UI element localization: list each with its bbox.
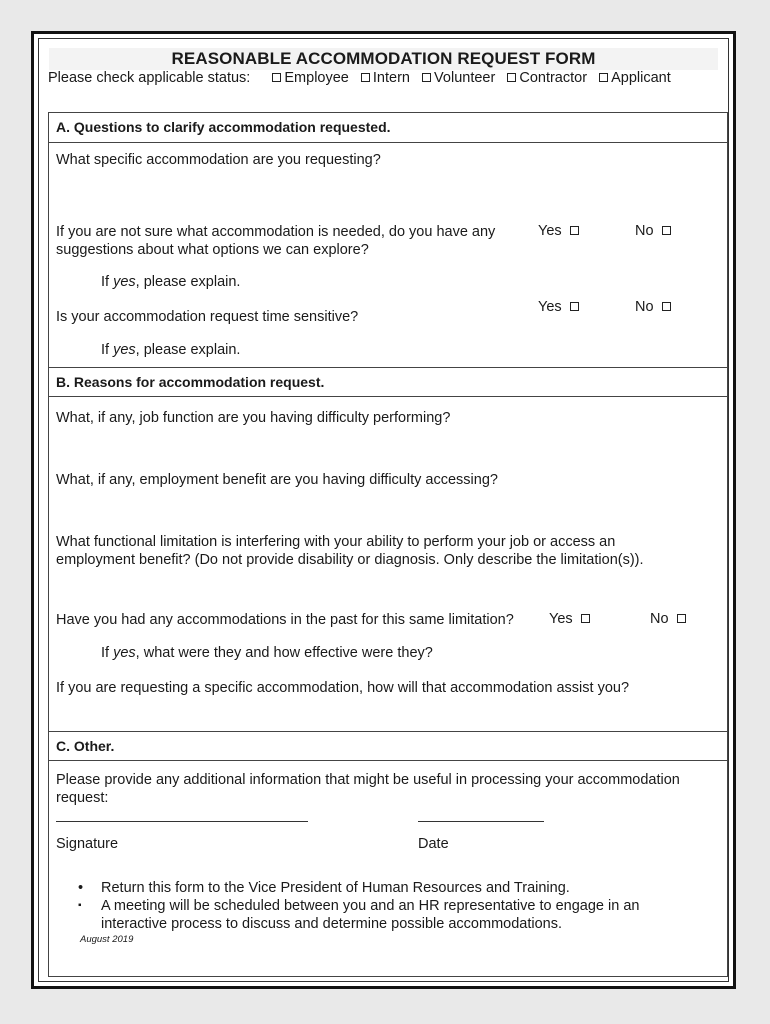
revision-date: August 2019 (80, 934, 134, 945)
q3-explain (101, 341, 240, 359)
form-page (31, 31, 736, 989)
if-yes-italic: yes (113, 645, 136, 661)
q3-yes-option[interactable] (538, 299, 582, 315)
section-a-q2-line1: If you are not sure what accommodation is needed, do you have any (56, 224, 496, 240)
instruction-item: ▪ A meeting will be scheduled between you and an HR representative to engage in an interactive process to discuss and determine possible accommodations. (78, 898, 640, 932)
q4-yes-label: Yes (549, 611, 573, 627)
section-a-heading: A. Questions to clarify accommodation requested. (49, 113, 727, 143)
q4-no-checkbox[interactable] (677, 614, 686, 623)
signature-label: Signature (56, 836, 119, 852)
date-line[interactable] (418, 821, 544, 822)
status-applicant-checkbox[interactable] (599, 73, 608, 82)
section-b-q4: Have you had any accommodations in the past for this same limitation? (56, 612, 514, 628)
q4-follow-suffix: , what were they and how effective were they? (135, 645, 433, 661)
q4-no-label: No (650, 611, 669, 627)
if-yes-italic: yes (113, 342, 136, 358)
status-intern-checkbox[interactable] (361, 73, 370, 82)
section-b-q3-line1: What functional limitation is interfering with your ability to perform your job or access an (56, 534, 616, 550)
q3-yes-checkbox[interactable] (570, 302, 579, 311)
section-c-q1 (56, 771, 680, 807)
section-c-q1-line2: request: (56, 790, 109, 806)
section-c-heading: C. Other. (49, 731, 727, 761)
section-b-heading: B. Reasons for accommodation request. (49, 367, 727, 397)
q3-no-option[interactable] (635, 299, 674, 315)
status-label: Please check applicable status: (48, 70, 251, 86)
q2-explain (101, 273, 240, 291)
status-contractor-checkbox[interactable] (507, 73, 516, 82)
explain-suffix: , please explain. (135, 274, 241, 290)
section-a-q2 (56, 223, 495, 259)
status-employee-label: Employee (284, 70, 349, 86)
section-b-q3 (56, 533, 644, 569)
q3-yes-label: Yes (538, 299, 562, 315)
q4-no-option[interactable] (650, 611, 689, 627)
status-applicant-label: Applicant (611, 70, 671, 86)
q2-yes-option[interactable] (538, 223, 582, 239)
status-row (48, 70, 673, 86)
if-prefix: If (101, 645, 114, 661)
status-contractor-label: Contractor (519, 70, 588, 86)
explain-suffix: , please explain. (135, 342, 241, 358)
section-b-q3-line2: employment benefit? (Do not provide disability or diagnosis. Only describe the limitation(s)). (56, 552, 644, 568)
form-title: REASONABLE ACCOMMODATION REQUEST FORM (49, 48, 718, 70)
instruction-2-line2: interactive process to discuss and determine possible accommodations. (101, 916, 563, 932)
q2-yes-label: Yes (538, 223, 562, 239)
instructions-list (56, 879, 696, 933)
section-a-q2-line2: suggestions about what options we can explore? (56, 242, 369, 258)
q2-no-checkbox[interactable] (662, 226, 671, 235)
if-prefix: If (101, 274, 114, 290)
section-a-q3: Is your accommodation request time sensitive? (56, 309, 359, 325)
if-yes-italic: yes (113, 274, 136, 290)
instruction-item: • Return this form to the Vice President of Human Resources and Training. (78, 880, 570, 896)
section-b-q2: What, if any, employment benefit are you having difficulty accessing? (56, 472, 498, 488)
instruction-1-text: Return this form to the Vice President of Human Resources and Training. (101, 880, 570, 896)
q3-no-checkbox[interactable] (662, 302, 671, 311)
q4-follow-up (101, 644, 433, 662)
if-prefix: If (101, 342, 114, 358)
instruction-2-line1: A meeting will be scheduled between you and an HR representative to engage in an (101, 898, 640, 914)
section-b-q5: If you are requesting a specific accommodation, how will that accommodation assist you? (56, 680, 630, 696)
q3-no-label: No (635, 299, 654, 315)
date-label: Date (418, 836, 449, 852)
page-border (38, 38, 729, 982)
form-box (48, 112, 728, 977)
section-a-q1: What specific accommodation are you requesting? (56, 152, 381, 168)
q2-no-label: No (635, 223, 654, 239)
section-c-q1-line1: Please provide any additional information that might be useful in processing your accommodation (56, 772, 680, 788)
section-b-q1: What, if any, job function are you having difficulty performing? (56, 410, 451, 426)
signature-line[interactable] (56, 821, 308, 822)
q2-yes-checkbox[interactable] (570, 226, 579, 235)
status-volunteer-checkbox[interactable] (422, 73, 431, 82)
q2-no-option[interactable] (635, 223, 674, 239)
status-intern-label: Intern (372, 70, 410, 86)
q4-yes-option[interactable] (549, 611, 593, 627)
status-volunteer-label: Volunteer (434, 70, 496, 86)
status-employee-checkbox[interactable] (272, 73, 281, 82)
q4-yes-checkbox[interactable] (581, 614, 590, 623)
